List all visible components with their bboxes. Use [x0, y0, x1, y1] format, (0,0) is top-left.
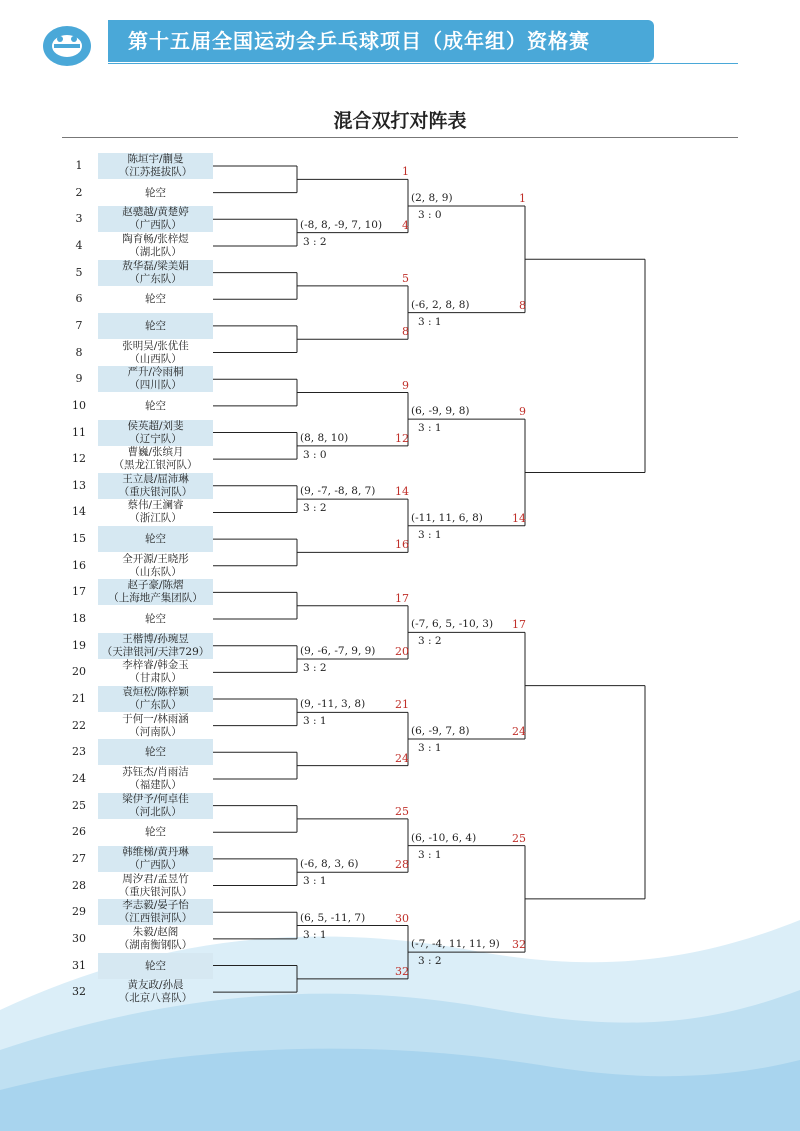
- team-name: （重庆银河队）: [118, 485, 193, 498]
- round1-score: 3 : 2: [303, 662, 327, 675]
- round1-score: 3 : 2: [303, 235, 327, 248]
- pair-names: 轮空: [145, 293, 166, 306]
- pair-names: 严升/冷雨桐: [127, 366, 184, 379]
- pair-names: 陶育畅/张梓煜: [122, 232, 189, 245]
- round2-games: (2, 8, 9): [411, 191, 453, 204]
- seed-number: 11: [72, 425, 86, 439]
- pair-names: 曹巍/张缤月: [127, 446, 184, 459]
- pair-names: 张明昊/张优佳: [122, 339, 189, 352]
- seed-number: 5: [75, 265, 83, 279]
- round1-games: (9, -7, -8, 8, 7): [300, 485, 376, 498]
- seed-number: 8: [75, 345, 83, 359]
- seed-number: 28: [72, 878, 86, 892]
- round2-score: 3 : 1: [418, 422, 442, 435]
- team-name: （甘肃队）: [129, 672, 182, 685]
- round2-winner: 14: [512, 511, 526, 525]
- seed-number: 31: [72, 958, 86, 972]
- round1-winner: 8: [402, 325, 409, 339]
- round1-score: 3 : 0: [303, 448, 327, 461]
- team-name: （上海地产集团队）: [108, 592, 203, 605]
- round2-games: (6, -9, 7, 8): [411, 724, 470, 737]
- pair-names: 王楷博/孙琬昱: [122, 632, 189, 645]
- round2-winner: 24: [512, 724, 526, 738]
- seed-number: 23: [72, 745, 86, 759]
- round1-games: (9, -6, -7, 9, 9): [300, 645, 376, 658]
- pair-names: 李梓睿/韩金玉: [122, 659, 189, 672]
- round1-winner: 24: [395, 751, 409, 765]
- round2-games: (-11, 11, 6, 8): [411, 511, 483, 524]
- seed-number: 30: [72, 931, 86, 945]
- seed-number: 22: [72, 718, 86, 732]
- round2-games: (-7, -4, 11, 11, 9): [411, 938, 500, 951]
- pair-names: 周汐君/孟昱竹: [122, 872, 189, 885]
- round1-score: 3 : 1: [303, 875, 327, 888]
- round2-score: 3 : 1: [418, 848, 442, 861]
- team-name: （广西队）: [129, 858, 182, 871]
- pair-names: 轮空: [145, 186, 166, 199]
- pair-names: 轮空: [145, 399, 166, 412]
- seed-number: 32: [72, 985, 86, 999]
- round2-score: 3 : 0: [418, 208, 442, 221]
- round2-score: 3 : 1: [418, 528, 442, 541]
- seed-number: 13: [72, 478, 86, 492]
- team-name: （广东队）: [129, 699, 182, 711]
- page-title: 混合双打对阵表: [333, 110, 467, 132]
- round1-winner: 16: [395, 538, 409, 552]
- pair-names: 轮空: [145, 826, 166, 839]
- round1-winner: 14: [395, 485, 409, 499]
- round1-score: 3 : 1: [303, 928, 327, 941]
- round1-score: 3 : 1: [303, 715, 327, 728]
- team-name: （浙江队）: [129, 512, 182, 525]
- round1-winner: 20: [395, 645, 409, 659]
- seed-number: 24: [72, 771, 86, 785]
- pair-names: 全开源/王晓彤: [122, 552, 189, 565]
- seed-number: 29: [72, 905, 86, 919]
- pair-names: 轮空: [145, 746, 166, 759]
- pair-names: 陈垣宇/蒯曼: [127, 153, 184, 165]
- seed-number: 26: [72, 825, 86, 839]
- seed-number: 19: [72, 638, 86, 652]
- team-name: （河北队）: [129, 805, 182, 818]
- seed-number: 20: [72, 665, 86, 679]
- round1-games: (9, -11, 3, 8): [300, 698, 366, 711]
- team-name: （黑龙江银河队）: [113, 459, 198, 472]
- round1-winner: 28: [395, 858, 409, 872]
- seed-number: 3: [75, 212, 83, 226]
- seed-number: 7: [75, 318, 83, 332]
- round1-winner: 25: [395, 804, 409, 818]
- pair-names: 朱毅/赵阁: [132, 925, 179, 938]
- seed-number: 9: [75, 372, 83, 386]
- round2-winner: 8: [519, 298, 526, 312]
- seed-number: 21: [72, 692, 86, 705]
- team-name: （湖北队）: [129, 245, 182, 258]
- round2-score: 3 : 2: [418, 635, 442, 648]
- team-name: （北京八喜队）: [118, 992, 193, 1005]
- seed-number: 16: [72, 558, 86, 572]
- round1-games: (-8, 8, -9, 7, 10): [300, 218, 383, 231]
- team-name: （四川队）: [129, 379, 182, 392]
- seed-number: 12: [72, 452, 86, 466]
- round2-games: (6, -10, 6, 4): [411, 831, 477, 844]
- pair-names: 轮空: [145, 533, 166, 546]
- seed-number: 1: [75, 159, 83, 172]
- round2-games: (6, -9, 9, 8): [411, 405, 470, 418]
- seed-number: 4: [75, 238, 83, 252]
- round2-winner: 9: [519, 405, 526, 419]
- pair-names: 梁伊予/何卓佳: [122, 792, 189, 805]
- pair-names: 侯英超/刘斐: [127, 419, 184, 432]
- pair-names: 于何一/林雨涵: [122, 712, 189, 725]
- seed-number: 27: [72, 851, 86, 865]
- pair-names: 敖华磊/梁美娟: [122, 259, 189, 272]
- team-name: （河南队）: [129, 725, 182, 738]
- team-name: （广东队）: [129, 272, 182, 285]
- seed-number: 6: [75, 292, 83, 306]
- round1-winner: 32: [395, 964, 409, 978]
- round1-winner: 5: [402, 271, 409, 285]
- pair-names: 轮空: [145, 613, 166, 626]
- seed-number: 2: [75, 185, 83, 199]
- round1-winner: 4: [402, 218, 409, 232]
- pair-names: 蔡伟/王澜睿: [127, 499, 184, 512]
- round1-score: 3 : 2: [303, 502, 327, 515]
- pair-names: 赵骢越/黄楚婷: [122, 206, 189, 219]
- round2-winner: 17: [512, 618, 526, 632]
- seed-number: 14: [72, 505, 86, 519]
- round2-games: (-7, 6, 5, -10, 3): [411, 618, 494, 631]
- team-name: （天津银河/天津729）: [101, 645, 210, 658]
- round2-score: 3 : 1: [418, 741, 442, 754]
- round1-winner: 12: [395, 431, 409, 445]
- round2-winner: 1: [519, 191, 526, 205]
- pair-names: 苏钰杰/肖雨洁: [122, 765, 189, 778]
- team-name: （山西队）: [129, 352, 182, 365]
- pair-names: 韩维梯/黄丹琳: [122, 845, 189, 858]
- round1-games: (-6, 8, 3, 6): [300, 858, 359, 871]
- team-name: （辽宁队）: [129, 432, 182, 445]
- round2-winner: 32: [512, 938, 526, 952]
- round1-winner: 30: [395, 911, 409, 925]
- header-title: 第十五届全国运动会乒乓球项目（成年组）资格赛: [128, 29, 590, 53]
- pair-names: 黄友政/孙晨: [127, 979, 184, 992]
- round2-games: (-6, 2, 8, 8): [411, 298, 470, 311]
- seed-number: 25: [72, 798, 86, 812]
- seed-number: 15: [72, 532, 86, 546]
- seed-number: 10: [72, 398, 86, 412]
- team-name: （湖南衡钢队）: [118, 938, 193, 951]
- pair-names: 袁烜松/陈梓颖: [122, 686, 189, 698]
- round1-games: (8, 8, 10): [300, 431, 349, 444]
- team-name: （江苏挺拔队）: [118, 166, 193, 178]
- team-name: （福建队）: [129, 778, 182, 791]
- round1-winner: 1: [402, 165, 409, 179]
- team-name: （重庆银河队）: [118, 885, 193, 898]
- pair-names: 赵子豪/陈熠: [127, 579, 184, 592]
- pair-names: 轮空: [145, 319, 166, 332]
- round2-winner: 25: [512, 831, 526, 845]
- pair-names: 轮空: [145, 959, 166, 972]
- round1-winner: 17: [395, 591, 409, 605]
- pair-names: 李志毅/晏子怡: [122, 899, 189, 912]
- team-name: （江西银河队）: [118, 912, 193, 925]
- round1-games: (6, 5, -11, 7): [300, 911, 366, 924]
- seed-number: 18: [72, 612, 86, 626]
- round1-winner: 9: [402, 378, 409, 392]
- team-name: （广西队）: [129, 219, 182, 232]
- pair-names: 王立晨/屈沛琳: [122, 472, 189, 485]
- round1-winner: 21: [395, 698, 409, 712]
- seed-number: 17: [72, 585, 86, 599]
- round2-score: 3 : 1: [418, 315, 442, 328]
- round2-score: 3 : 2: [418, 955, 442, 968]
- team-name: （山东队）: [129, 565, 182, 578]
